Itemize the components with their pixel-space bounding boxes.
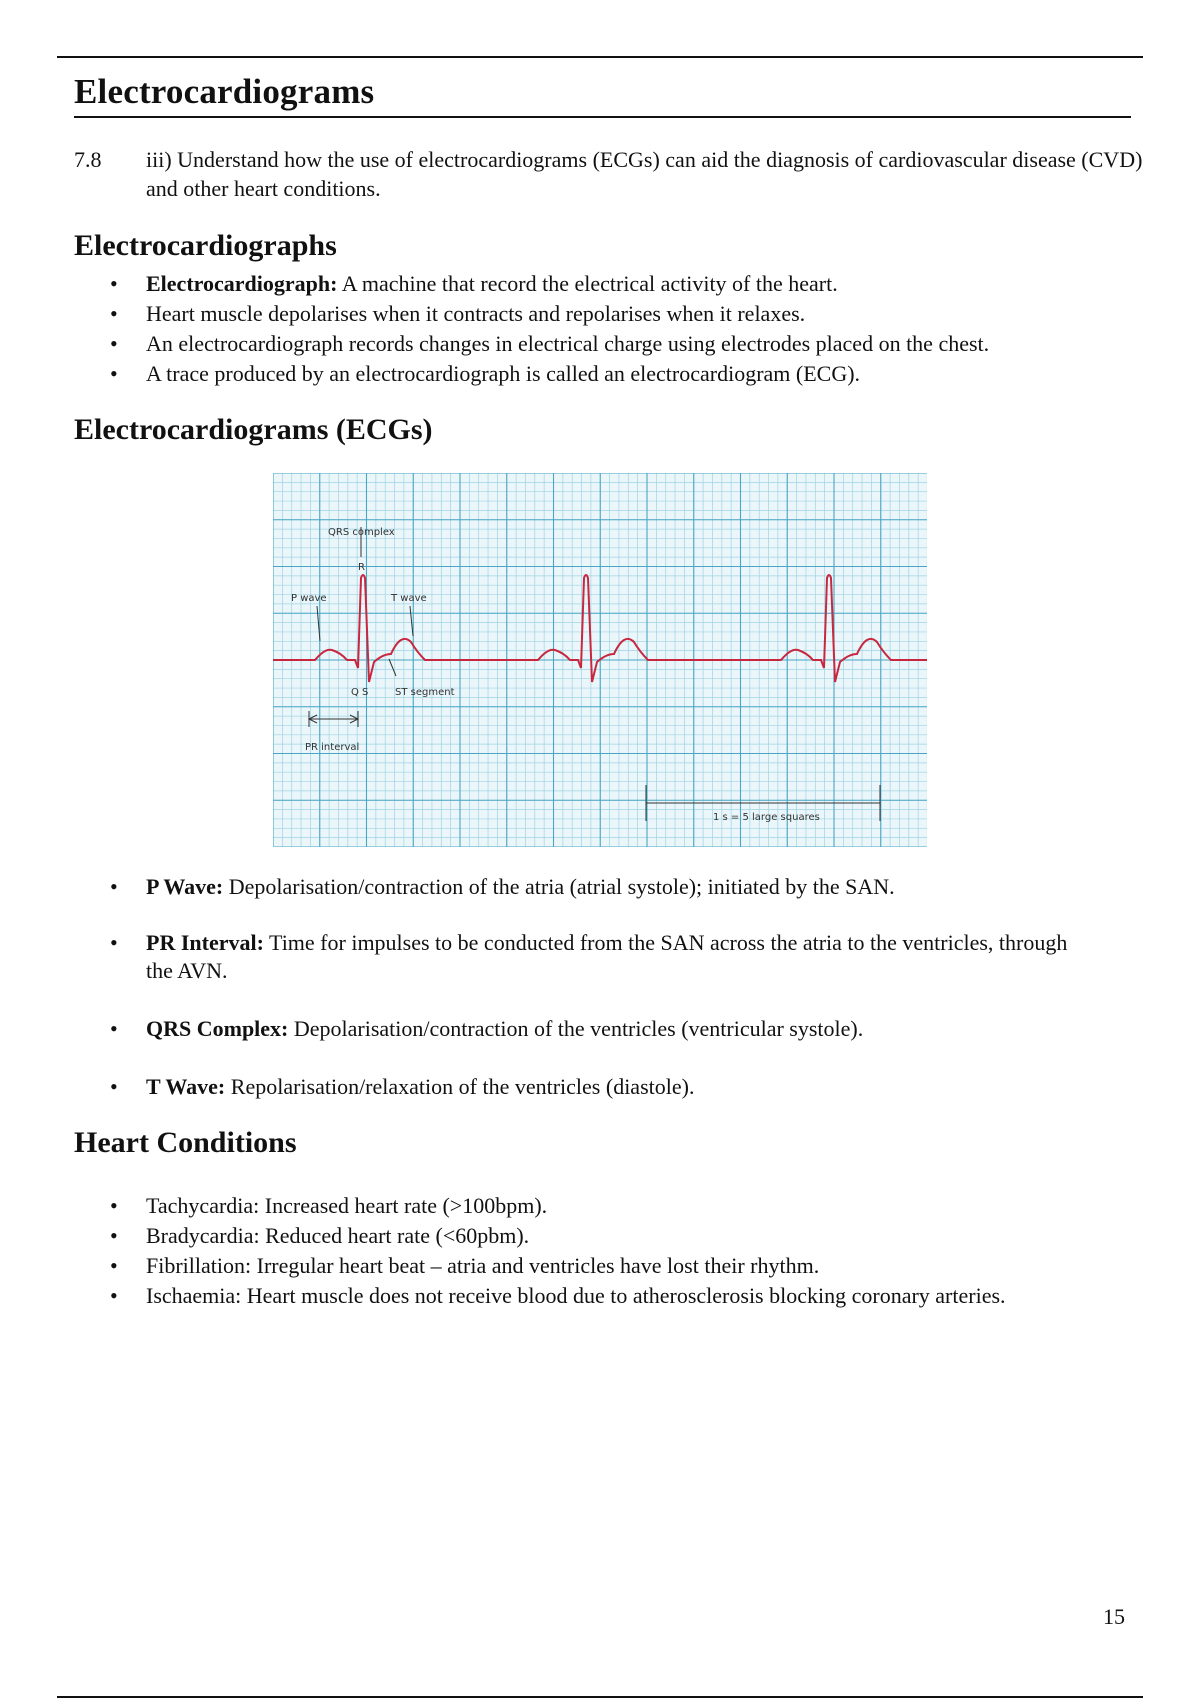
list-item — [0, 1015, 1086, 1043]
bullet-term: P Wave: — [146, 874, 224, 899]
list-item — [0, 330, 1086, 360]
bullet-term: T Wave: — [146, 1074, 226, 1099]
bullet-text: Depolarisation/contraction of the ventricles (ventricular systole). — [288, 1016, 864, 1041]
bullet-text: Ischaemia: Heart muscle does not receive blood due to atherosclerosis blocking coronary arteries. — [146, 1283, 1006, 1308]
bullet-text: Bradycardia: Reduced heart rate (<60pbm). — [146, 1223, 530, 1248]
label-pr-interval: PR interval — [305, 742, 360, 753]
ecg-components-list — [0, 873, 1086, 1101]
bullet-text: Fibrillation: Irregular heart beat – atria and ventricles have lost their rhythm. — [146, 1253, 820, 1278]
bullet-term: QRS Complex: — [146, 1016, 289, 1041]
title-underline — [74, 116, 1131, 118]
label-r: R — [358, 562, 365, 573]
bullet-term: Electrocardiograph: — [146, 271, 338, 296]
section-heading-ecgs: Electrocardiograms (ECGs) — [74, 413, 433, 446]
electrocardiographs-list — [0, 270, 1086, 390]
page-title: Electrocardiograms — [74, 72, 375, 111]
label-st-segment: ST segment — [395, 687, 455, 698]
objective-text: iii) Understand how the use of electrocardiograms (ECGs) can aid the diagnosis of cardiovascular disease (CVD) and other heart conditions. — [146, 147, 1143, 201]
label-scale: 1 s = 5 large squares — [713, 812, 820, 823]
section-heading-heart-conditions: Heart Conditions — [74, 1126, 297, 1159]
bullet-term: PR Interval: — [146, 930, 264, 955]
label-qrs-complex: QRS complex — [328, 527, 395, 538]
heart-conditions-list — [0, 1192, 1086, 1312]
ecg-diagram — [273, 473, 927, 847]
list-item — [0, 270, 1086, 300]
list-item — [0, 1192, 1086, 1222]
ecg-figure — [273, 473, 927, 847]
list-item — [0, 929, 1086, 985]
list-item — [0, 1252, 1086, 1282]
bullet-text: Depolarisation/contraction of the atria (atrial systole); initiated by the SAN. — [223, 874, 895, 899]
list-item — [0, 1222, 1086, 1252]
list-item — [0, 360, 1086, 390]
list-item — [0, 1282, 1086, 1312]
bullet-text: A machine that record the electrical activity of the heart. — [337, 271, 838, 296]
label-p-wave: P wave — [291, 593, 327, 604]
section-heading-electrocardiographs: Electrocardiographs — [74, 229, 337, 262]
page-number: 15 — [1103, 1604, 1125, 1629]
objective-number: 7.8 — [74, 147, 102, 172]
label-q-s: Q S — [351, 687, 369, 698]
bullet-text: An electrocardiograph records changes in electrical charge using electrodes placed on the chest. — [146, 331, 990, 356]
bullet-text: Tachycardia: Increased heart rate (>100bpm). — [146, 1193, 548, 1218]
list-item — [0, 300, 1086, 330]
bottom-rule — [57, 1696, 1143, 1698]
bullet-text: Heart muscle depolarises when it contracts and repolarises when it relaxes. — [146, 301, 806, 326]
bullet-text: Time for impulses to be conducted from the SAN across the atria to the ventricles, through the AVN. — [146, 930, 1068, 983]
list-item — [0, 873, 1086, 901]
bullet-text: A trace produced by an electrocardiograph is called an electrocardiogram (ECG). — [146, 361, 861, 386]
label-t-wave: T wave — [391, 593, 427, 604]
list-item — [0, 1073, 1086, 1101]
top-rule — [57, 56, 1143, 58]
bullet-text: Repolarisation/relaxation of the ventricles (diastole). — [225, 1074, 695, 1099]
